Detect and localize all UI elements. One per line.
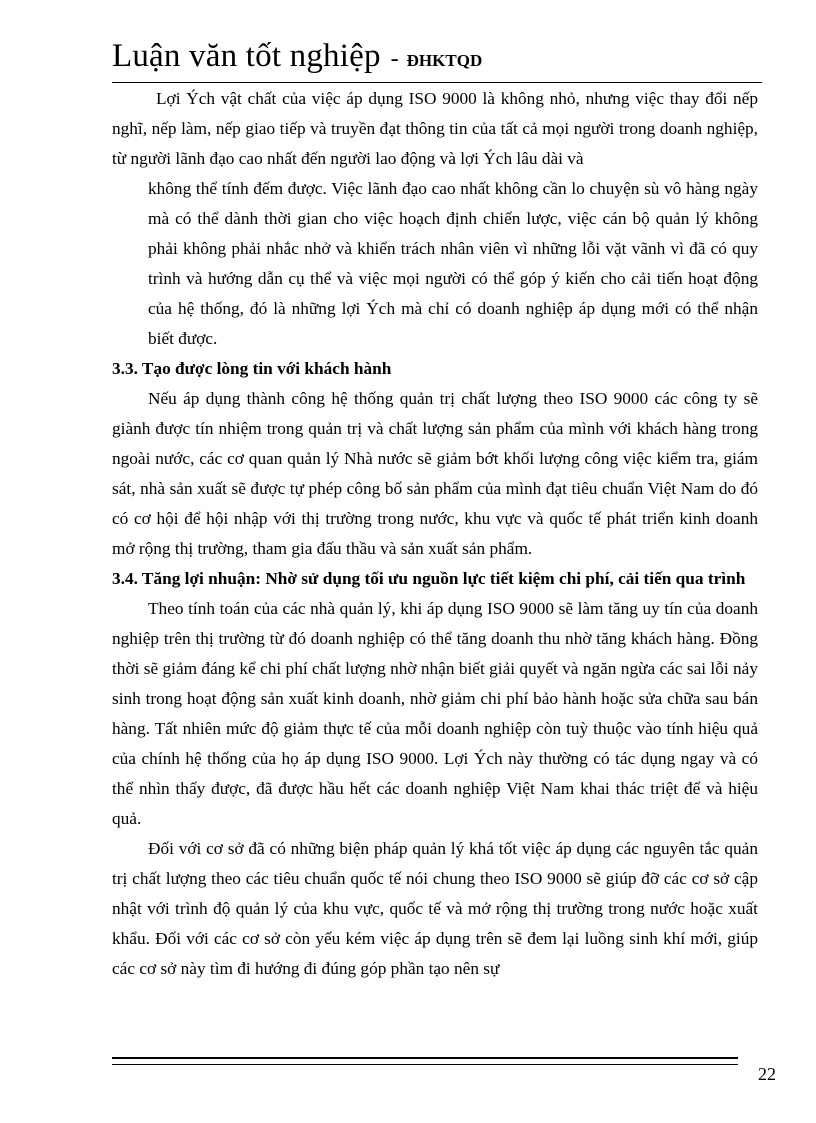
paragraph-4: Theo tính toán của các nhà quản lý, khi áp dụng ISO 9000 sẽ làm tăng uy tín của doanh nghiệp trên thị trường từ đó doanh nghiệp có thể tăng doanh thu nhờ tăng khách hàng. Đồng thời sẽ giảm đáng kể chi phí chất lượng nhờ nhận biết giải quyết và ngăn ngừa các sai lỗi nảy sinh trong hoạt động sản xuất kinh doanh, nhờ giảm chi phí bảo hành hoặc sửa chữa sau bán hàng. Tất nhiên mức độ giảm thực tế của mỗi doanh nghiệp còn tuỳ thuộc vào tính hiệu quả của chính hệ thống của họ áp dụng ISO 9000. Lợi Ých này thường có tác dụng ngay và có thể nhìn thấy được, đã được hầu hết các doanh nghiệp Việt Nam khai thác triệt để và hiệu quả. xyxy=(112,599,758,828)
header-title: Luận văn tốt nghiệp xyxy=(112,38,381,74)
footer-divider xyxy=(112,1057,738,1065)
section-heading-3-4: 3.4. Tăng lợi nhuận: Nhờ sử dụng tối ưu nguồn lực tiết kiệm chi phí, cải tiến qua trình xyxy=(112,569,746,588)
header-org: ĐHKTQD xyxy=(406,51,483,70)
paragraph-5: Đối với cơ sở đã có những biện pháp quản lý khá tốt việc áp dụng các nguyên tắc quản trị chất lượng theo các tiêu chuẩn quốc tế nói chung theo ISO 9000 sẽ giúp đỡ các cơ sở cập nhật với trình độ quản lý của khu vực, quốc tế và mở rộng thị trường trong nước hoặc xuất khẩu. Đối với các cơ sở còn yếu kém việc áp dụng trên sẽ đem lại luồng sinh khí mới, giúp các cơ sở này tìm đi hướng đi đúng góp phần tạo nên sự xyxy=(112,839,758,978)
page-body xyxy=(112,84,758,984)
section-heading-3-3: 3.3. Tạo được lòng tin với khách hành xyxy=(112,359,392,378)
header-separator: - xyxy=(390,46,399,72)
page-header xyxy=(112,38,762,82)
header-divider xyxy=(112,82,762,83)
page-number: 22 xyxy=(758,1064,776,1084)
paragraph-1: Lợi Ých vật chất của việc áp dụng ISO 9000 là không nhỏ, nhưng việc thay đổi nếp nghĩ, nếp làm, nếp giao tiếp và truyền đạt thông tin của tất cả mọi người trong doanh nghiệp, từ người lãnh đạo cao nhất đến người lao động và lợi Ých lâu dài và xyxy=(112,89,758,168)
paragraph-3: Nếu áp dụng thành công hệ thống quản trị chất lượng theo ISO 9000 các công ty sẽ giành được tín nhiệm trong quản trị và chất lượng sản phẩm của mình với khách hàng trong ngoài nước, các cơ quan quản lý Nhà nước sẽ giảm bớt khối lượng công việc kiểm tra, giám sát, nhà sản xuất sẽ được tự phép công bố sản phẩm của mình đạt tiêu chuẩn Việt Nam do đó có cơ hội để hội nhập với thị trường trong nước, khu vực và quốc tế phát triển kinh doanh mở rộng thị trường, tham gia đấu thầu và sản xuất sản phẩm. xyxy=(112,389,758,558)
paragraph-2: không thể tính đếm được. Việc lãnh đạo cao nhất không cần lo chuyện sù vô hàng ngày mà có thể dành thời gian cho việc hoạch định chiến lược, việc cán bộ quản lý không phải không phải nhắc nhở và khiển trách nhân viên vì những lỗi vặt vãnh vì đã có quy trình và hướng dẫn cụ thể và việc mọi người có thể góp ý kiến cho cải tiến hoạt động của hệ thống, đó là những lợi Ých mà chỉ có doanh nghiệp áp dụng mới có thể nhận biết được. xyxy=(148,179,758,348)
